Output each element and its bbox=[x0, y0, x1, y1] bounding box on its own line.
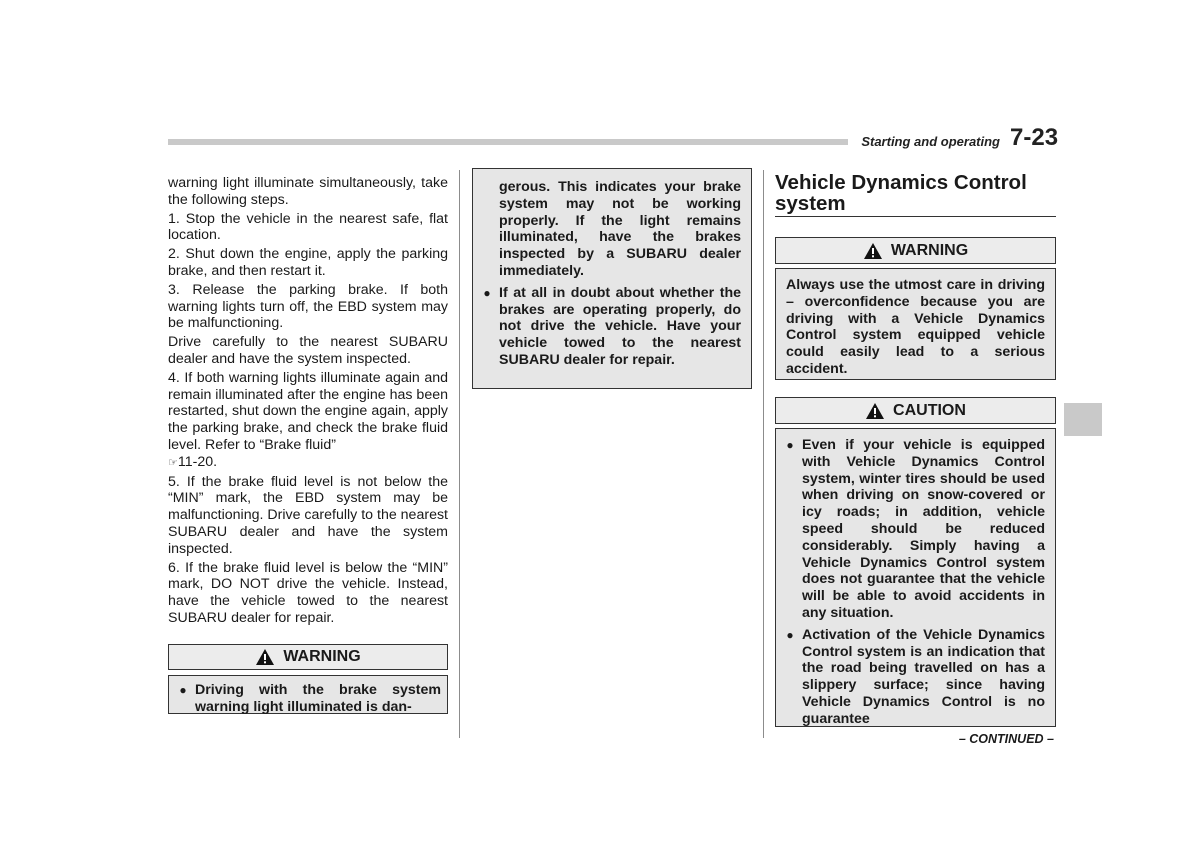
warning-text: Always use the utmost care in driving – overconfidence because you are driving with a Vehicle Dynamics Control system equipped vehicle could easily lead to a serious accident. bbox=[786, 277, 1045, 377]
column-divider bbox=[763, 170, 764, 738]
warning-triangle-icon bbox=[865, 402, 885, 420]
caution-label-box bbox=[775, 397, 1056, 424]
bullet-icon: ● bbox=[179, 682, 187, 697]
step-6: 6. If the brake fluid level is below the “MIN” mark, DO NOT drive the vehicle. Instead, have the vehicle towed to the nearest SUBARU dealer for repair. bbox=[168, 559, 448, 626]
caution-label: CAUTION bbox=[893, 401, 966, 419]
column-2 bbox=[472, 168, 752, 389]
bullet-icon: ● bbox=[483, 285, 491, 300]
bullet-icon: ● bbox=[786, 438, 794, 452]
warning-triangle-icon bbox=[255, 648, 275, 666]
step-3: 3. Release the parking brake. If both warning lights turn off, the EBD system may be malfunctioning. bbox=[168, 281, 448, 332]
caution-bullet bbox=[784, 437, 1045, 622]
warning-label: WARNING bbox=[890, 241, 969, 259]
chapter-tab bbox=[1064, 403, 1102, 436]
warning-bullet-text: If at all in doubt about whether the brakes are operating properly, do not drive the vehicle. Have your vehicle towed to the nearest SUBARU dealer for repair. bbox=[499, 284, 741, 368]
paragraph: warning light illuminate simultaneously, take the following steps. bbox=[168, 175, 448, 208]
step-4-text: 4. If both warning lights illuminate again and remain illuminated after the engine has been restarted, shut down the engine again, apply the parking brake, and check the brake fluid level. Refer to “Brake fluid” bbox=[168, 369, 448, 453]
bullet-icon: ● bbox=[786, 627, 794, 642]
warning-triangle-icon bbox=[863, 242, 883, 260]
continued-label: – CONTINUED – bbox=[958, 732, 1054, 746]
warning-continued-text: gerous. This indicates your brake system may not be working properly. If the light remains illuminated, have the brakes inspected by a SUBARU dealer immediately. bbox=[499, 179, 741, 279]
page-number: 7-23 bbox=[1010, 124, 1059, 151]
section-name: Starting and operating bbox=[861, 134, 1000, 149]
warning-continued bbox=[481, 179, 741, 280]
column-1 bbox=[168, 175, 448, 714]
step-2: 2. Shut down the engine, apply the parking brake, and then restart it. bbox=[168, 246, 448, 279]
step-4 bbox=[168, 370, 448, 472]
warning-label-box bbox=[168, 644, 448, 670]
paragraph: Drive carefully to the nearest SUBARU dealer and have the system inspected. bbox=[168, 334, 448, 367]
section-heading: Vehicle Dynamics Control system bbox=[775, 172, 1056, 217]
caution-bullet bbox=[784, 627, 1045, 727]
warning-body-box bbox=[775, 268, 1056, 380]
warning-label-box bbox=[775, 237, 1056, 264]
warning-bullet bbox=[177, 682, 441, 716]
caution-bullet-text: Even if your vehicle is equipped with Vehicle Dynamics Control system, winter tires should be used when driving on snow-covered or icy roads; in addition, vehicle speed should be reduced considerably. Simply having a Vehicle Dynamics Control system does not guarantee that the vehicle will be able to avoid accidents in any situation. bbox=[802, 437, 1045, 621]
header-rule bbox=[168, 139, 848, 145]
step-5: 5. If the brake fluid level is not below the “MIN” mark, the EBD system may be malfunctioning. Drive carefully to the nearest SUBARU dealer and have the system inspected. bbox=[168, 473, 448, 557]
column-3 bbox=[775, 172, 1056, 727]
warning-bullet bbox=[481, 285, 741, 369]
column-divider bbox=[459, 170, 460, 738]
warning-body-box bbox=[168, 675, 448, 714]
page-reference: 11-20. bbox=[177, 453, 218, 470]
caution-body-box bbox=[775, 428, 1056, 727]
page-reference-icon: ☞ bbox=[168, 456, 178, 469]
warning-bullet-text: Driving with the brake system warning light illuminated is dan- bbox=[195, 681, 441, 715]
caution-bullet-text: Activation of the Vehicle Dynamics Control system is an indication that the road being travelled on has a slippery surface; since having Vehicle Dynamics Control is no guarantee bbox=[802, 626, 1045, 727]
step-1: 1. Stop the vehicle in the nearest safe, flat location. bbox=[168, 210, 448, 244]
warning-continued-box bbox=[472, 168, 752, 389]
warning-label: WARNING bbox=[283, 647, 361, 665]
